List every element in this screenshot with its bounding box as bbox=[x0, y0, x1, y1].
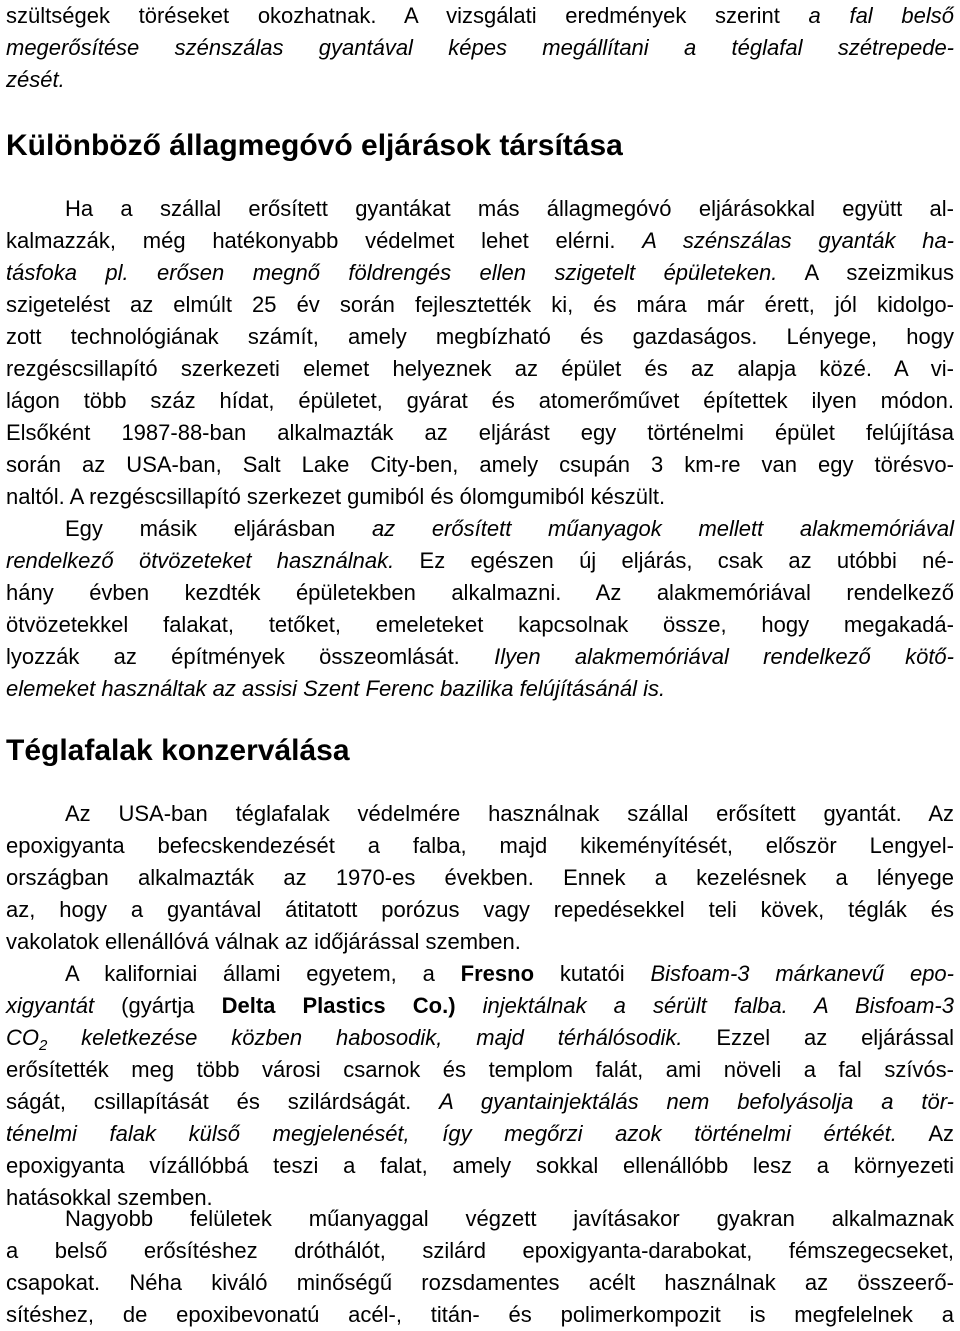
s2p1-line-4: az, hogy a gyantával átitatott porózus vagy repedésekkel teli kövek, téglák és bbox=[6, 897, 954, 922]
intro-line-1-text: szültségek töréseket okozhatnak. A vizsgálati eredmények szerint bbox=[6, 3, 809, 28]
s2p2-line-1-bold: Fresno bbox=[460, 961, 535, 986]
s2p2-line-2-italic-a: xigyantát bbox=[6, 993, 95, 1018]
s2p2-line-7: epoxigyanta vízállóbbá teszi a falat, amely sokkal ellenállóbb lesz a környezeti bbox=[6, 1153, 954, 1178]
s2p2-line-5-italic: A gyantainjektálás nem befolyásolja a tör- bbox=[439, 1089, 954, 1114]
s1p2-line-5-italic: Ilyen alakmemóriával rendelkező kötő- bbox=[494, 644, 954, 669]
s1p1-line-5: zott technológiának számít, amely megbízható és gazdaságos. Lényege, hogy bbox=[6, 324, 954, 349]
section-heading-1: Különböző állagmegóvó eljárások társítása bbox=[6, 129, 623, 162]
co2-text: CO bbox=[6, 1025, 39, 1050]
s1p1-line-2-italic: A szénszálas gyanták ha- bbox=[642, 228, 954, 253]
s2p2-line-6-italic: ténelmi falak külső megjelenését, így megőrzi azok történelmi értékét. bbox=[6, 1121, 897, 1146]
s2p2-line-5 bbox=[6, 1086, 954, 1118]
s1p1-line-3-text: A szeizmikus bbox=[777, 260, 954, 285]
intro-line-3-italic: zését. bbox=[6, 67, 65, 92]
s1p2-line-1 bbox=[65, 513, 954, 545]
s2p2-line-2-italic-d: injektálnak a sérült falba. bbox=[455, 993, 814, 1018]
s1p2-line-6 bbox=[6, 673, 954, 705]
s1p1-line-1: Ha a szállal erősített gyantákat más állagmegóvó eljárásokkal együtt al- bbox=[65, 196, 954, 221]
s1p1-line-9: során az USA-ban, Salt Lake City-ben, amely csupán 3 km-re van egy törésvo- bbox=[6, 452, 954, 477]
s1p1-line-8: Elsőként 1987-88-ban alkalmazták az eljárást egy történelmi épület felújítása bbox=[6, 420, 954, 445]
s1p2-line-1-text: Egy másik eljárásban bbox=[65, 516, 372, 541]
s2p2-line-2-text-b: (gyártja bbox=[94, 993, 222, 1018]
intro-line-1-italic: a fal belső bbox=[808, 3, 954, 28]
s1p1-line-2-text: kalmazzák, még hatékonyabb védelmet lehet elérni. bbox=[6, 228, 643, 253]
s1p1-line-6: rezgéscsillapító szerkezeti elemet helyeznek az épület és az alapja közé. A vi- bbox=[6, 356, 954, 381]
s1p2-line-2 bbox=[6, 545, 954, 577]
s2p2-line-8: hatásokkal szemben. bbox=[6, 1185, 213, 1210]
s2p2-line-6-text: Az bbox=[896, 1121, 954, 1146]
s2p2-line-3 bbox=[6, 1022, 954, 1054]
s2p2-line-2-italic-e: A Bisfoam-3 bbox=[814, 993, 954, 1018]
s1p1-line-4: szigetelést az elmúlt 25 év során fejlesztették ki, és mára már érett, jól kidolgo- bbox=[6, 292, 954, 317]
s2p2-line-3-text: Ezzel az eljárással bbox=[682, 1025, 955, 1050]
s2p3-line-3: csapokat. Néha kiváló minőségű rozsdamentes acélt használnak az összeerő- bbox=[6, 1270, 954, 1295]
s1p2-line-4: ötvözetekkel falakat, tetőket, emeleteket kapcsolnak össze, hogy megakadá- bbox=[6, 612, 954, 637]
intro-line-2 bbox=[6, 32, 954, 64]
s2p3-line-2: a belső erősítéshez dróthálót, szilárd epoxigyanta-darabokat, fémszegecseket, bbox=[6, 1238, 954, 1263]
s1p1-line-7: lágon több száz hídat, épületet, gyárat és atomerőművet építettek ilyen módon. bbox=[6, 388, 954, 413]
s2p2-line-1-italic: Bisfoam-3 márkanevű epo- bbox=[650, 961, 954, 986]
s2p2-line-4: erősítették meg több városi csarnok és templom falát, ami növeli a fal szívós- bbox=[6, 1057, 954, 1082]
s1p1-line-10: naltól. A rezgéscsillapító szerkezet gumiból és ólomgumiból készült. bbox=[6, 484, 666, 509]
s2p2-line-1-text-a: A kaliforniai állami egyetem, a bbox=[65, 961, 461, 986]
s1p1-line-2 bbox=[6, 225, 954, 257]
s1p2-line-2-italic: rendelkező ötvözeteket használnak. bbox=[6, 548, 395, 573]
s1p2-line-2-text: Ez egészen új eljárás, csak az utóbbi né- bbox=[394, 548, 954, 573]
s2p2-line-1 bbox=[65, 958, 954, 990]
s2p1-line-1: Az USA-ban téglafalak védelmére használnak szállal erősített gyantát. Az bbox=[65, 801, 954, 826]
s2p1-line-5: vakolatok ellenállóvá válnak az időjárással szemben. bbox=[6, 929, 521, 954]
s1p2-line-6-italic: elemeket használtak az assisi Szent Ferenc bazilika felújításánál is. bbox=[6, 676, 666, 701]
co2-formula bbox=[6, 1025, 48, 1054]
s2p2-line-2 bbox=[6, 990, 954, 1022]
section-heading-2: Téglafalak konzerválása bbox=[6, 734, 350, 767]
s2p2-line-2-bold: Delta Plastics Co.) bbox=[221, 993, 456, 1018]
intro-line-3 bbox=[6, 64, 954, 96]
s2p2-line-1-text-c: kutatói bbox=[534, 961, 651, 986]
s1p2-line-5 bbox=[6, 641, 954, 673]
s2p3-line-4: sítéshez, de epoxibevonatú acél-, titán- és polimerkompozit is megfelelnek a bbox=[6, 1302, 954, 1327]
s1p2-line-1-italic: az erősített műanyagok mellett alakmemóriával bbox=[371, 516, 954, 541]
s2p1-line-2: epoxigyanta befecskendezését a falba, majd kikeményítését, először Lengyel- bbox=[6, 833, 954, 858]
s2p2-line-6 bbox=[6, 1118, 954, 1150]
intro-line-1 bbox=[6, 0, 954, 32]
s1p1-line-3 bbox=[6, 257, 954, 289]
s2p1-line-3: országban alkalmazták az 1970-es években. Ennek a kezelésnek a lényege bbox=[6, 865, 954, 890]
s1p2-line-3: hány évben kezdték épületekben alkalmazni. Az alakmemóriával rendelkező bbox=[6, 580, 954, 605]
co2-subscript: 2 bbox=[39, 1037, 48, 1054]
s1p2-line-5-text: lyozzák az építmények összeomlását. bbox=[6, 644, 495, 669]
s2p2-line-5-text: ságát, csillapítását és szilárdságát. bbox=[6, 1089, 440, 1114]
intro-line-2-italic: megerősítése szénszálas gyantával képes megállítani a téglafal szétrepede- bbox=[6, 35, 954, 60]
s2p3-line-1: Nagyobb felületek műanyaggal végzett javításakor gyakran alkalmaznak bbox=[65, 1206, 954, 1231]
s2p2-line-3-italic: keletkezése közben habosodik, majd térhálósodik. bbox=[47, 1025, 683, 1050]
s1p1-line-3-italic: tásfoka pl. erősen megnő földrengés ellen szigetelt épületeken. bbox=[6, 260, 778, 285]
